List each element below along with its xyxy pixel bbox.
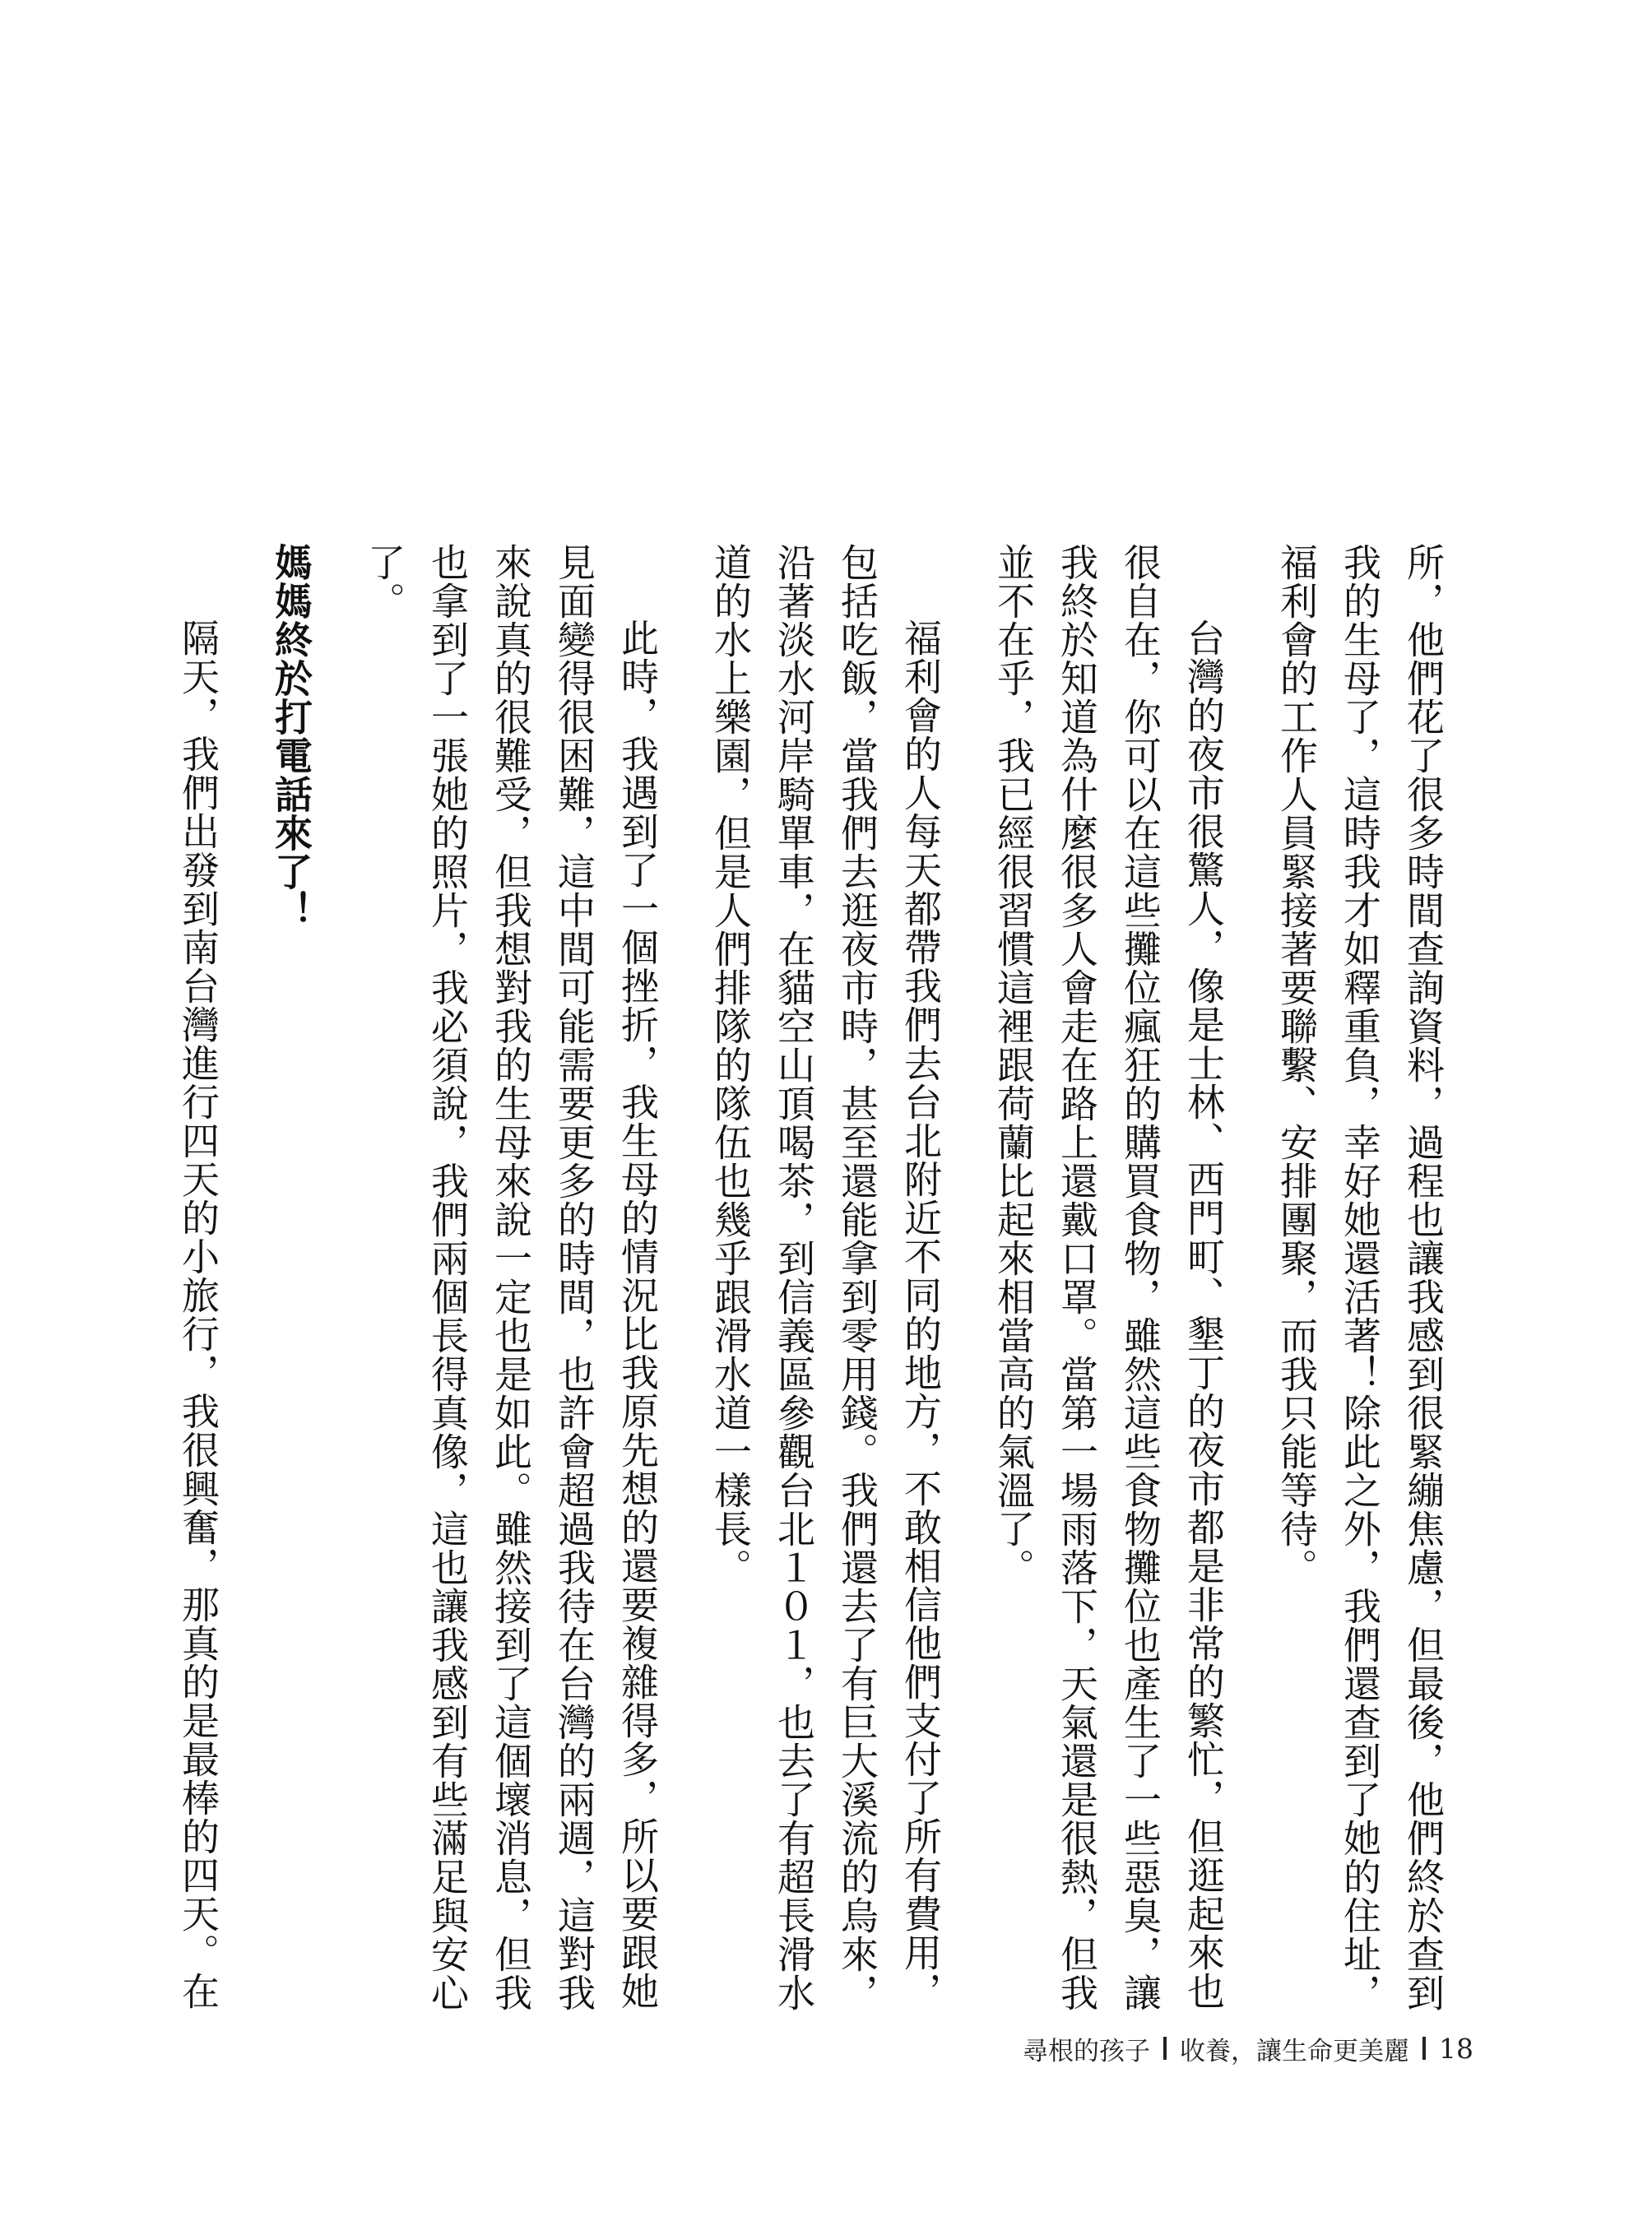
footer-section-title: 收養，讓生命更美麗 bbox=[1180, 2036, 1409, 2066]
section-heading: 媽媽終於打電話來了！ bbox=[269, 543, 313, 930]
paragraph-spacer bbox=[230, 543, 259, 544]
vertical-text-body bbox=[166, 543, 1455, 2040]
paragraph-setback: 此時，我遇到了一個挫折，我生母的情況比我原先想的還要複雜得多，所以要跟她見面變得很困難，這中間可能需要更多的時間，也許會超過我待在台灣的兩週，這對我來說真的很難受，但我想對我的生母來說一定也是如此。雖然接到了這個壞消息，但我也拿到了一張她的照片，我必須說，我們兩個長得真像，這也讓我感到有些滿足與安心了。 bbox=[362, 543, 660, 2012]
paragraph-continuation: 所，他們花了很多時間查詢資料，過程也讓我感到很緊繃焦慮，但最後，他們終於查到我的生母了，這時我才如釋重負，幸好她還活著！除此之外，我們還查到了她的住址，福利會的工作人員緊接著要聯繫、安排團聚，而我只能等待。 bbox=[1274, 543, 1446, 2012]
paragraph-taipei-trips: 福利會的人每天都帶我們去台北附近不同的地方，不敢相信他們支付了所有費用，包括吃飯，當我們去逛夜市時，甚至還能拿到零用錢。我們還去了有巨大溪流的烏來，沿著淡水河岸騎單車，在貓空山頂喝茶，到信義區參觀台北１０１，也去了有超長滑水道的水上樂園，但是人們排隊的隊伍也幾乎跟滑水道一樣長。 bbox=[708, 543, 943, 2012]
running-footer bbox=[1023, 2024, 1533, 2073]
paragraph-spacer bbox=[1235, 543, 1265, 544]
paragraph-spacer bbox=[323, 543, 352, 544]
footer-divider bbox=[1422, 2037, 1426, 2060]
footer-book-title: 尋根的孩子 bbox=[1023, 2036, 1150, 2066]
page-number: 18 bbox=[1439, 2032, 1473, 2065]
paragraph-spacer bbox=[952, 543, 981, 544]
paragraph-south-trip: 隔天，我們出發到南台灣進行四天的小旅行，我很興奮，那真的是最棒的四天。在 bbox=[176, 619, 220, 2010]
paragraph-spacer bbox=[669, 543, 698, 544]
paragraph-night-market: 台灣的夜市很驚人，像是士林、西門町、墾丁的夜市都是非常的繁忙，但逛起來也很自在，你可以在這些攤位瘋狂的購買食物，雖然這些食物攤位也產生了一些惡臭，讓我終於知道為什麼很多人會走在路上還戴口罩。當第一場雨落下，天氣還是很熱，但我並不在乎，我已經很習慣這裡跟荷蘭比起來相當高的氣溫了。 bbox=[991, 543, 1226, 2012]
footer-divider bbox=[1163, 2037, 1167, 2060]
